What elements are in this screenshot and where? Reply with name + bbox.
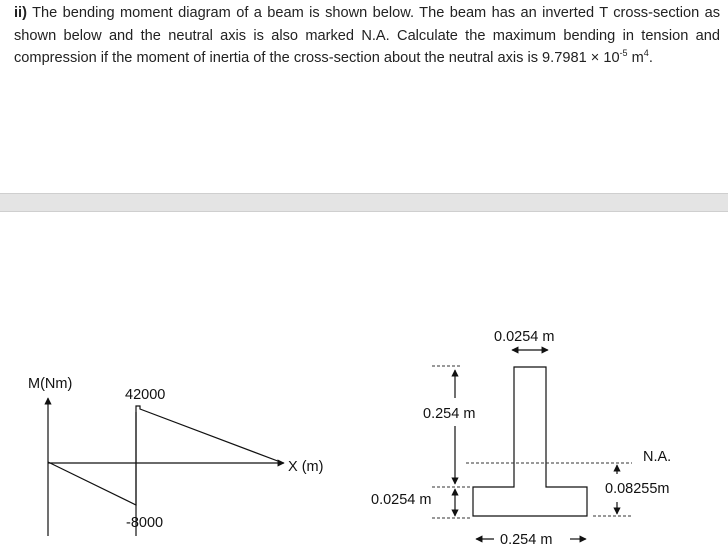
question-end: . xyxy=(648,50,653,66)
unit-exponent: 4 xyxy=(643,48,649,58)
max-moment-label: 42000 xyxy=(125,387,166,403)
na-distance-label: 0.08255m xyxy=(605,481,670,497)
question-body: The bending moment diagram of a beam is shown below. The beam has an inverted T cross-section as shown below and the neutral axis is also marked N.A. Calculate the maximum bending in tension and compression if the moment of inertia of the cross-section about the neutral axis is 9.7981 × 10 xyxy=(14,5,720,66)
bending-moment-diagram xyxy=(48,398,284,536)
flange-thickness-label: 0.0254 m xyxy=(371,492,432,508)
x-axis-label: X (m) xyxy=(288,459,324,475)
min-moment-label: -8000 xyxy=(126,515,164,531)
web-height-label: 0.254 m xyxy=(423,406,476,422)
dimension-guides xyxy=(432,366,632,518)
inertia-unit: m xyxy=(627,50,644,66)
question-label: ii) xyxy=(14,5,27,21)
web-width-label: 0.0254 m xyxy=(494,329,555,345)
moment-curve xyxy=(48,406,283,505)
neutral-axis-label: N.A. xyxy=(643,449,672,465)
y-axis-label: M(Nm) xyxy=(28,376,73,392)
t-section-outline xyxy=(473,367,587,516)
dimension-arrows xyxy=(455,350,617,539)
inertia-exponent: -5 xyxy=(619,48,628,58)
flange-width-label: 0.254 m xyxy=(500,532,553,548)
